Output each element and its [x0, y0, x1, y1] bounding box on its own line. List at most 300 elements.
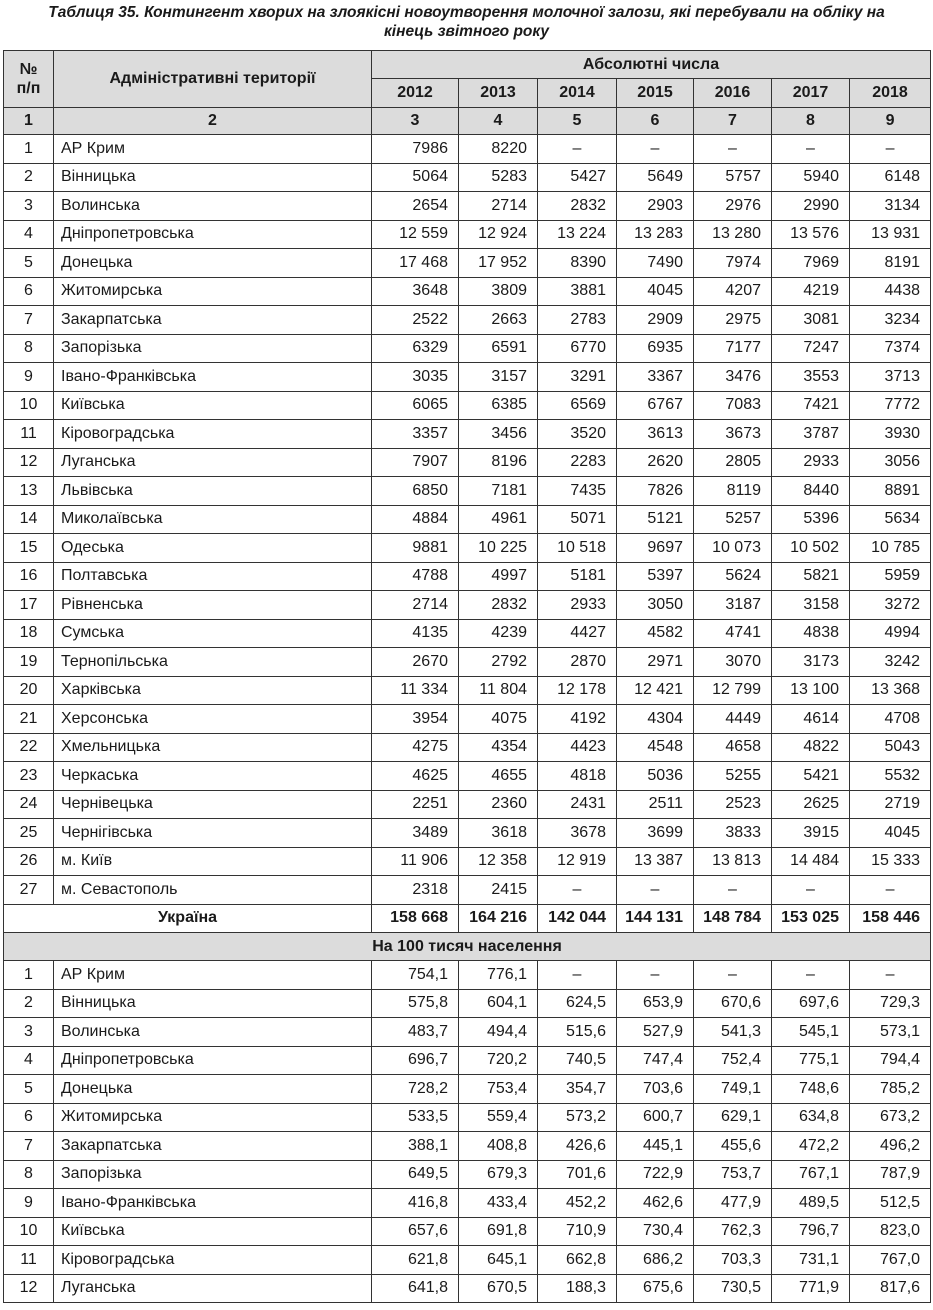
row-number: 11: [4, 1246, 54, 1275]
section-header-row: [4, 933, 931, 961]
value-cell: 753,7: [694, 1160, 772, 1189]
table-row: [4, 591, 931, 620]
header-column-index: 1: [4, 108, 54, 135]
value-cell: 4192: [538, 705, 617, 734]
territory-name: Львівська: [54, 477, 372, 506]
territory-name: Херсонська: [54, 705, 372, 734]
value-cell: 649,5: [372, 1160, 459, 1189]
value-cell: 720,2: [459, 1046, 538, 1075]
value-cell: 5071: [538, 505, 617, 534]
value-cell: 634,8: [772, 1103, 850, 1132]
row-number: 3: [4, 192, 54, 221]
value-cell: 426,6: [538, 1132, 617, 1161]
value-cell: 600,7: [617, 1103, 694, 1132]
value-cell: 621,8: [372, 1246, 459, 1275]
territory-name: Тернопільська: [54, 648, 372, 677]
value-cell: 4354: [459, 733, 538, 762]
value-cell: 10 502: [772, 534, 850, 563]
value-cell: 4135: [372, 619, 459, 648]
table-row: [4, 819, 931, 848]
value-cell: 4884: [372, 505, 459, 534]
value-cell: 4822: [772, 733, 850, 762]
table-row: [4, 705, 931, 734]
value-cell: 6148: [850, 163, 931, 192]
table-row: [4, 1160, 931, 1189]
total-label: Україна: [4, 904, 372, 933]
value-cell: 5043: [850, 733, 931, 762]
territory-name: Миколаївська: [54, 505, 372, 534]
value-cell: 5940: [772, 163, 850, 192]
table-row: [4, 876, 931, 905]
value-cell: 2714: [459, 192, 538, 221]
value-cell: 3673: [694, 420, 772, 449]
row-number: 5: [4, 1075, 54, 1104]
table-row: [4, 961, 931, 990]
value-cell: 8119: [694, 477, 772, 506]
row-number: 18: [4, 619, 54, 648]
value-cell: 4994: [850, 619, 931, 648]
value-cell: 455,6: [694, 1132, 772, 1161]
row-number: 22: [4, 733, 54, 762]
value-cell: 13 387: [617, 847, 694, 876]
value-cell: –: [772, 876, 850, 905]
row-number: 9: [4, 363, 54, 392]
row-number: 2: [4, 163, 54, 192]
table-row: [4, 1018, 931, 1047]
value-cell: 7907: [372, 448, 459, 477]
row-number: 9: [4, 1189, 54, 1218]
value-cell: 13 368: [850, 676, 931, 705]
value-cell: 6591: [459, 334, 538, 363]
value-cell: 8891: [850, 477, 931, 506]
value-cell: 5532: [850, 762, 931, 791]
value-cell: 670,5: [459, 1274, 538, 1303]
value-cell: 445,1: [617, 1132, 694, 1161]
value-cell: 388,1: [372, 1132, 459, 1161]
value-cell: 7435: [538, 477, 617, 506]
territory-name: АР Крим: [54, 961, 372, 990]
value-cell: 762,3: [694, 1217, 772, 1246]
value-cell: 3035: [372, 363, 459, 392]
value-cell: 13 224: [538, 220, 617, 249]
total-value: 144 131: [617, 904, 694, 933]
value-cell: 477,9: [694, 1189, 772, 1218]
value-cell: 2511: [617, 790, 694, 819]
total-value: 164 216: [459, 904, 538, 933]
territory-name: Дніпропетровська: [54, 220, 372, 249]
value-cell: 3291: [538, 363, 617, 392]
territory-name: Кіровоградська: [54, 420, 372, 449]
value-cell: –: [694, 135, 772, 164]
value-cell: 575,8: [372, 989, 459, 1018]
value-cell: –: [850, 135, 931, 164]
territory-name: Рівненська: [54, 591, 372, 620]
value-cell: 13 576: [772, 220, 850, 249]
header-year: 2018: [850, 79, 931, 108]
header-column-index: 9: [850, 108, 931, 135]
total-value: 148 784: [694, 904, 772, 933]
value-cell: 3553: [772, 363, 850, 392]
row-number: 12: [4, 1274, 54, 1303]
value-cell: 2990: [772, 192, 850, 221]
value-cell: 416,8: [372, 1189, 459, 1218]
row-number: 1: [4, 135, 54, 164]
value-cell: –: [772, 135, 850, 164]
value-cell: 4838: [772, 619, 850, 648]
value-cell: 754,1: [372, 961, 459, 990]
value-cell: 8220: [459, 135, 538, 164]
value-cell: 15 333: [850, 847, 931, 876]
table-row: [4, 1132, 931, 1161]
value-cell: 14 484: [772, 847, 850, 876]
value-cell: 2620: [617, 448, 694, 477]
territory-name: м. Севастополь: [54, 876, 372, 905]
value-cell: 8390: [538, 249, 617, 278]
header-num-line2: п/п: [16, 80, 41, 97]
value-cell: 13 280: [694, 220, 772, 249]
value-cell: 657,6: [372, 1217, 459, 1246]
value-cell: 2663: [459, 306, 538, 335]
territory-name: Вінницька: [54, 163, 372, 192]
value-cell: 748,6: [772, 1075, 850, 1104]
value-cell: 3272: [850, 591, 931, 620]
value-cell: 13 931: [850, 220, 931, 249]
value-cell: 7969: [772, 249, 850, 278]
value-cell: 675,6: [617, 1274, 694, 1303]
table-row: [4, 534, 931, 563]
row-number: 1: [4, 961, 54, 990]
value-cell: 796,7: [772, 1217, 850, 1246]
value-cell: 776,1: [459, 961, 538, 990]
value-cell: –: [617, 961, 694, 990]
value-cell: 641,8: [372, 1274, 459, 1303]
value-cell: 12 924: [459, 220, 538, 249]
territory-name: Івано-Франківська: [54, 363, 372, 392]
territory-name: м. Київ: [54, 847, 372, 876]
value-cell: –: [617, 876, 694, 905]
value-cell: 3056: [850, 448, 931, 477]
value-cell: 7247: [772, 334, 850, 363]
value-cell: 6850: [372, 477, 459, 506]
value-cell: 3242: [850, 648, 931, 677]
territory-name: Волинська: [54, 1018, 372, 1047]
value-cell: 2832: [538, 192, 617, 221]
value-cell: 2625: [772, 790, 850, 819]
row-number: 11: [4, 420, 54, 449]
value-cell: 4427: [538, 619, 617, 648]
value-cell: 730,5: [694, 1274, 772, 1303]
territory-name: Житомирська: [54, 277, 372, 306]
row-number: 7: [4, 1132, 54, 1161]
value-cell: 2975: [694, 306, 772, 335]
value-cell: 13 100: [772, 676, 850, 705]
value-cell: 2971: [617, 648, 694, 677]
territory-name: Полтавська: [54, 562, 372, 591]
table-row: [4, 762, 931, 791]
value-cell: 7826: [617, 477, 694, 506]
value-cell: 697,6: [772, 989, 850, 1018]
total-row: [4, 904, 931, 933]
row-number: 8: [4, 334, 54, 363]
table-row: [4, 249, 931, 278]
value-cell: 696,7: [372, 1046, 459, 1075]
value-cell: 5255: [694, 762, 772, 791]
value-cell: 7974: [694, 249, 772, 278]
value-cell: 653,9: [617, 989, 694, 1018]
value-cell: 823,0: [850, 1217, 931, 1246]
header-year: 2016: [694, 79, 772, 108]
territory-name: Вінницька: [54, 989, 372, 1018]
row-number: 26: [4, 847, 54, 876]
territory-name: Житомирська: [54, 1103, 372, 1132]
value-cell: 3476: [694, 363, 772, 392]
value-cell: 13 283: [617, 220, 694, 249]
value-cell: 7421: [772, 391, 850, 420]
table-row: [4, 1075, 931, 1104]
value-cell: 4304: [617, 705, 694, 734]
row-number: 3: [4, 1018, 54, 1047]
value-cell: 512,5: [850, 1189, 931, 1218]
row-number: 12: [4, 448, 54, 477]
value-cell: 4708: [850, 705, 931, 734]
value-cell: 11 804: [459, 676, 538, 705]
value-cell: 767,1: [772, 1160, 850, 1189]
value-cell: 5064: [372, 163, 459, 192]
value-cell: 7374: [850, 334, 931, 363]
value-cell: 2933: [538, 591, 617, 620]
value-cell: 3134: [850, 192, 931, 221]
value-cell: 728,2: [372, 1075, 459, 1104]
value-cell: 3613: [617, 420, 694, 449]
territory-name: Волинська: [54, 192, 372, 221]
row-number: 20: [4, 676, 54, 705]
header-group-absolute: Абсолютні числа: [372, 51, 931, 79]
value-cell: 3833: [694, 819, 772, 848]
value-cell: 10 785: [850, 534, 931, 563]
value-cell: 559,4: [459, 1103, 538, 1132]
table-row: [4, 363, 931, 392]
value-cell: 6329: [372, 334, 459, 363]
value-cell: –: [538, 135, 617, 164]
row-number: 2: [4, 989, 54, 1018]
value-cell: 3187: [694, 591, 772, 620]
value-cell: 2870: [538, 648, 617, 677]
row-number: 7: [4, 306, 54, 335]
value-cell: 573,2: [538, 1103, 617, 1132]
row-number: 6: [4, 1103, 54, 1132]
header-column-index: 6: [617, 108, 694, 135]
value-cell: 7490: [617, 249, 694, 278]
value-cell: 2431: [538, 790, 617, 819]
table-row: [4, 648, 931, 677]
value-cell: 4207: [694, 277, 772, 306]
header-year: 2014: [538, 79, 617, 108]
value-cell: 573,1: [850, 1018, 931, 1047]
value-cell: 662,8: [538, 1246, 617, 1275]
territory-name: Сумська: [54, 619, 372, 648]
value-cell: 12 358: [459, 847, 538, 876]
table-row: [4, 1103, 931, 1132]
value-cell: 629,1: [694, 1103, 772, 1132]
value-cell: 2783: [538, 306, 617, 335]
value-cell: 2522: [372, 306, 459, 335]
value-cell: 4045: [850, 819, 931, 848]
row-number: 27: [4, 876, 54, 905]
value-cell: 3930: [850, 420, 931, 449]
value-cell: 817,6: [850, 1274, 931, 1303]
header-column-index: 4: [459, 108, 538, 135]
value-cell: 4239: [459, 619, 538, 648]
territory-name: Хмельницька: [54, 733, 372, 762]
value-cell: 188,3: [538, 1274, 617, 1303]
value-cell: 2792: [459, 648, 538, 677]
value-cell: 5959: [850, 562, 931, 591]
value-cell: 17 952: [459, 249, 538, 278]
value-cell: 775,1: [772, 1046, 850, 1075]
value-cell: 5821: [772, 562, 850, 591]
value-cell: 483,7: [372, 1018, 459, 1047]
value-cell: 5421: [772, 762, 850, 791]
territory-name: Запорізька: [54, 334, 372, 363]
caption-line-1: Таблиця 35. Контингент хворих на злоякісні новоутворення молочної залози, які перебували на обліку на: [48, 4, 885, 21]
value-cell: 729,3: [850, 989, 931, 1018]
row-number: 16: [4, 562, 54, 591]
total-value: 158 668: [372, 904, 459, 933]
value-cell: 679,3: [459, 1160, 538, 1189]
value-cell: 3881: [538, 277, 617, 306]
value-cell: 2976: [694, 192, 772, 221]
value-cell: 4655: [459, 762, 538, 791]
value-cell: 686,2: [617, 1246, 694, 1275]
header-column-index: 3: [372, 108, 459, 135]
table-row: [4, 477, 931, 506]
row-number: 13: [4, 477, 54, 506]
row-number: 19: [4, 648, 54, 677]
value-cell: 3954: [372, 705, 459, 734]
row-number: 10: [4, 1217, 54, 1246]
value-cell: 533,5: [372, 1103, 459, 1132]
value-cell: 5624: [694, 562, 772, 591]
value-cell: 785,2: [850, 1075, 931, 1104]
value-cell: 3367: [617, 363, 694, 392]
table-row: [4, 790, 931, 819]
value-cell: 541,3: [694, 1018, 772, 1047]
value-cell: 11 334: [372, 676, 459, 705]
value-cell: 9697: [617, 534, 694, 563]
value-cell: 2903: [617, 192, 694, 221]
table-row: [4, 192, 931, 221]
value-cell: 5396: [772, 505, 850, 534]
value-cell: –: [694, 876, 772, 905]
header-territory: Адміністративні території: [54, 51, 372, 108]
value-cell: 4658: [694, 733, 772, 762]
value-cell: 771,9: [772, 1274, 850, 1303]
table-row: [4, 676, 931, 705]
value-cell: 3158: [772, 591, 850, 620]
row-number: 10: [4, 391, 54, 420]
value-cell: 767,0: [850, 1246, 931, 1275]
table-row: [4, 135, 931, 164]
territory-name: Чернівецька: [54, 790, 372, 819]
territory-name: Закарпатська: [54, 306, 372, 335]
value-cell: 4045: [617, 277, 694, 306]
value-cell: 3234: [850, 306, 931, 335]
value-cell: 3050: [617, 591, 694, 620]
value-cell: 710,9: [538, 1217, 617, 1246]
table-row: [4, 989, 931, 1018]
value-cell: –: [850, 961, 931, 990]
value-cell: –: [538, 961, 617, 990]
value-cell: 3520: [538, 420, 617, 449]
value-cell: 7083: [694, 391, 772, 420]
table-row: [4, 220, 931, 249]
value-cell: 545,1: [772, 1018, 850, 1047]
value-cell: 2719: [850, 790, 931, 819]
row-number: 15: [4, 534, 54, 563]
data-table: [3, 50, 931, 1303]
value-cell: 433,4: [459, 1189, 538, 1218]
value-cell: 2670: [372, 648, 459, 677]
value-cell: 624,5: [538, 989, 617, 1018]
value-cell: 2251: [372, 790, 459, 819]
value-cell: 10 518: [538, 534, 617, 563]
value-cell: 7181: [459, 477, 538, 506]
value-cell: 4997: [459, 562, 538, 591]
value-cell: 703,6: [617, 1075, 694, 1104]
value-cell: 12 559: [372, 220, 459, 249]
territory-name: Харківська: [54, 676, 372, 705]
row-number: 25: [4, 819, 54, 848]
table-row: [4, 334, 931, 363]
value-cell: 5397: [617, 562, 694, 591]
total-value: 142 044: [538, 904, 617, 933]
value-cell: –: [617, 135, 694, 164]
value-cell: 753,4: [459, 1075, 538, 1104]
value-cell: 703,3: [694, 1246, 772, 1275]
value-cell: 4423: [538, 733, 617, 762]
value-cell: 4614: [772, 705, 850, 734]
value-cell: 3173: [772, 648, 850, 677]
value-cell: 730,4: [617, 1217, 694, 1246]
value-cell: 7177: [694, 334, 772, 363]
value-cell: 4075: [459, 705, 538, 734]
value-cell: 3678: [538, 819, 617, 848]
header-year: 2012: [372, 79, 459, 108]
value-cell: 2360: [459, 790, 538, 819]
row-number: 6: [4, 277, 54, 306]
value-cell: 3787: [772, 420, 850, 449]
value-cell: 8440: [772, 477, 850, 506]
value-cell: 749,1: [694, 1075, 772, 1104]
value-cell: 2318: [372, 876, 459, 905]
table-row: [4, 448, 931, 477]
value-cell: 3713: [850, 363, 931, 392]
value-cell: 3809: [459, 277, 538, 306]
section-title: На 100 тисяч населення: [4, 933, 931, 961]
value-cell: 740,5: [538, 1046, 617, 1075]
territory-name: АР Крим: [54, 135, 372, 164]
value-cell: 3915: [772, 819, 850, 848]
value-cell: 3489: [372, 819, 459, 848]
row-number: 5: [4, 249, 54, 278]
header-num-line1: №: [19, 61, 38, 78]
table-row: [4, 562, 931, 591]
value-cell: 12 919: [538, 847, 617, 876]
value-cell: 12 178: [538, 676, 617, 705]
table-caption: [0, 0, 933, 48]
territory-name: Запорізька: [54, 1160, 372, 1189]
total-value: 153 025: [772, 904, 850, 933]
